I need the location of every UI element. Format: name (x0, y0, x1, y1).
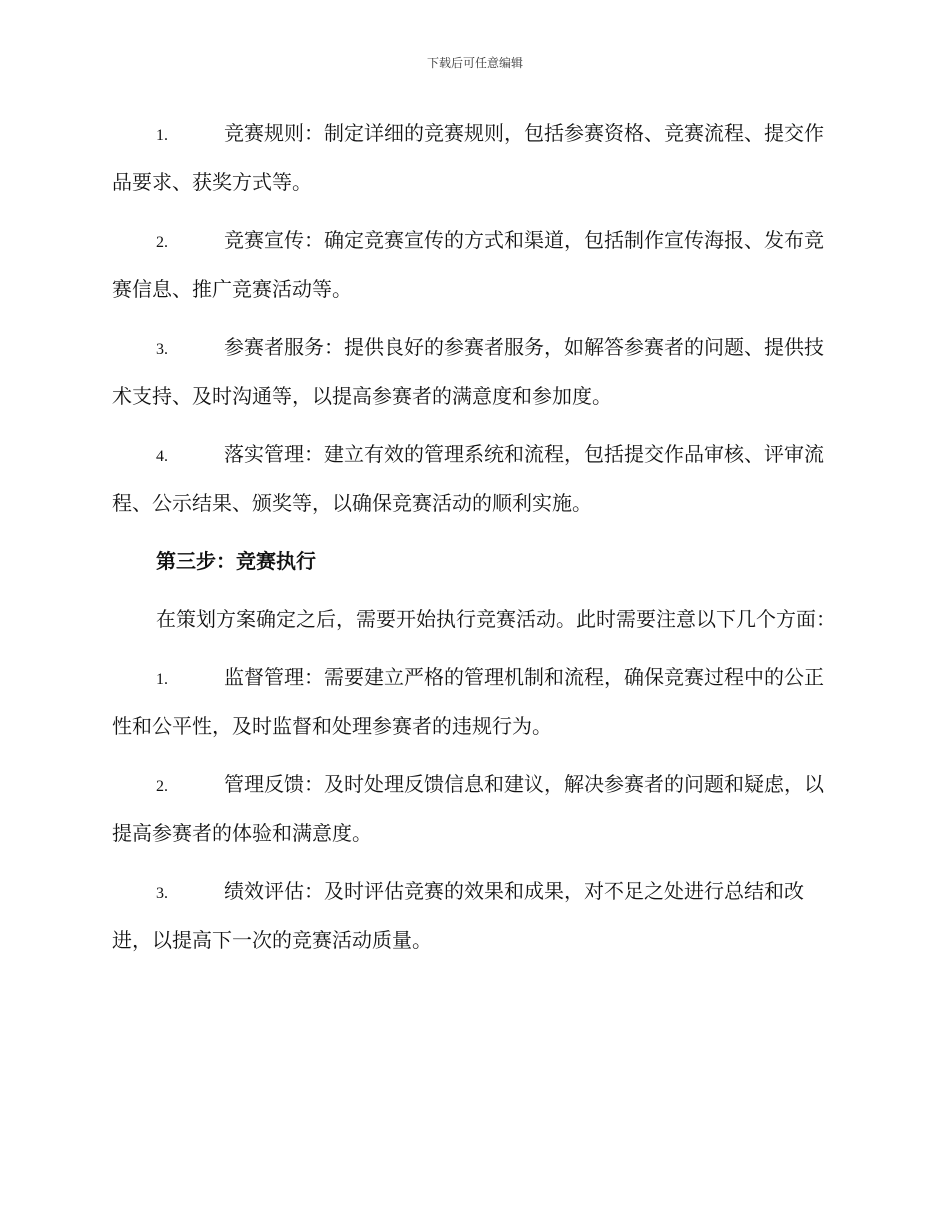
list-number: 1. (156, 127, 168, 144)
page-header: 下载后可任意编辑 (426, 56, 523, 70)
list-item (112, 654, 836, 749)
section-intro: 在策划方案确定之后，需要开始执行竞赛活动。此时需要注意以下几个方面： (156, 607, 836, 631)
list-number: 3. (156, 885, 168, 902)
list-item (112, 110, 836, 205)
list-text: 竞赛规则：制定详细的竞赛规则，包括参赛资格、竞赛流程、提交作品要求、获奖方式等。 (112, 121, 824, 194)
list-item (112, 431, 836, 526)
list-number: 3. (156, 341, 168, 358)
list-text: 管理反馈：及时处理反馈信息和建议，解决参赛者的问题和疑虑，以提高参赛者的体验和满意度。 (112, 772, 824, 845)
list-text: 参赛者服务：提供良好的参赛者服务，如解答参赛者的问题、提供技术支持、及时沟通等，以提高参赛者的满意度和参加度。 (112, 335, 824, 408)
list-item (112, 217, 836, 312)
list-text: 绩效评估：及时评估竞赛的效果和成果，对不足之处进行总结和改进，以提高下一次的竞赛活动质量。 (112, 879, 804, 952)
list-item (112, 324, 836, 419)
list-number: 2. (156, 778, 168, 795)
list-item (112, 868, 836, 963)
list-text: 落实管理：建立有效的管理系统和流程，包括提交作品审核、评审流程、公示结果、颁奖等，以确保竞赛活动的顺利实施。 (112, 442, 824, 515)
list-number: 1. (156, 671, 168, 688)
document-body (112, 110, 836, 975)
list-number: 2. (156, 234, 168, 251)
list-number: 4. (156, 448, 168, 465)
section-heading: 第三步：竞赛执行 (156, 549, 316, 573)
list-text: 竞赛宣传：确定竞赛宣传的方式和渠道，包括制作宣传海报、发布竞赛信息、推广竞赛活动等。 (112, 228, 824, 301)
list-text: 监督管理：需要建立严格的管理机制和流程，确保竞赛过程中的公正性和公平性，及时监督和处理参赛者的违规行为。 (112, 665, 824, 738)
list-item (112, 761, 836, 856)
